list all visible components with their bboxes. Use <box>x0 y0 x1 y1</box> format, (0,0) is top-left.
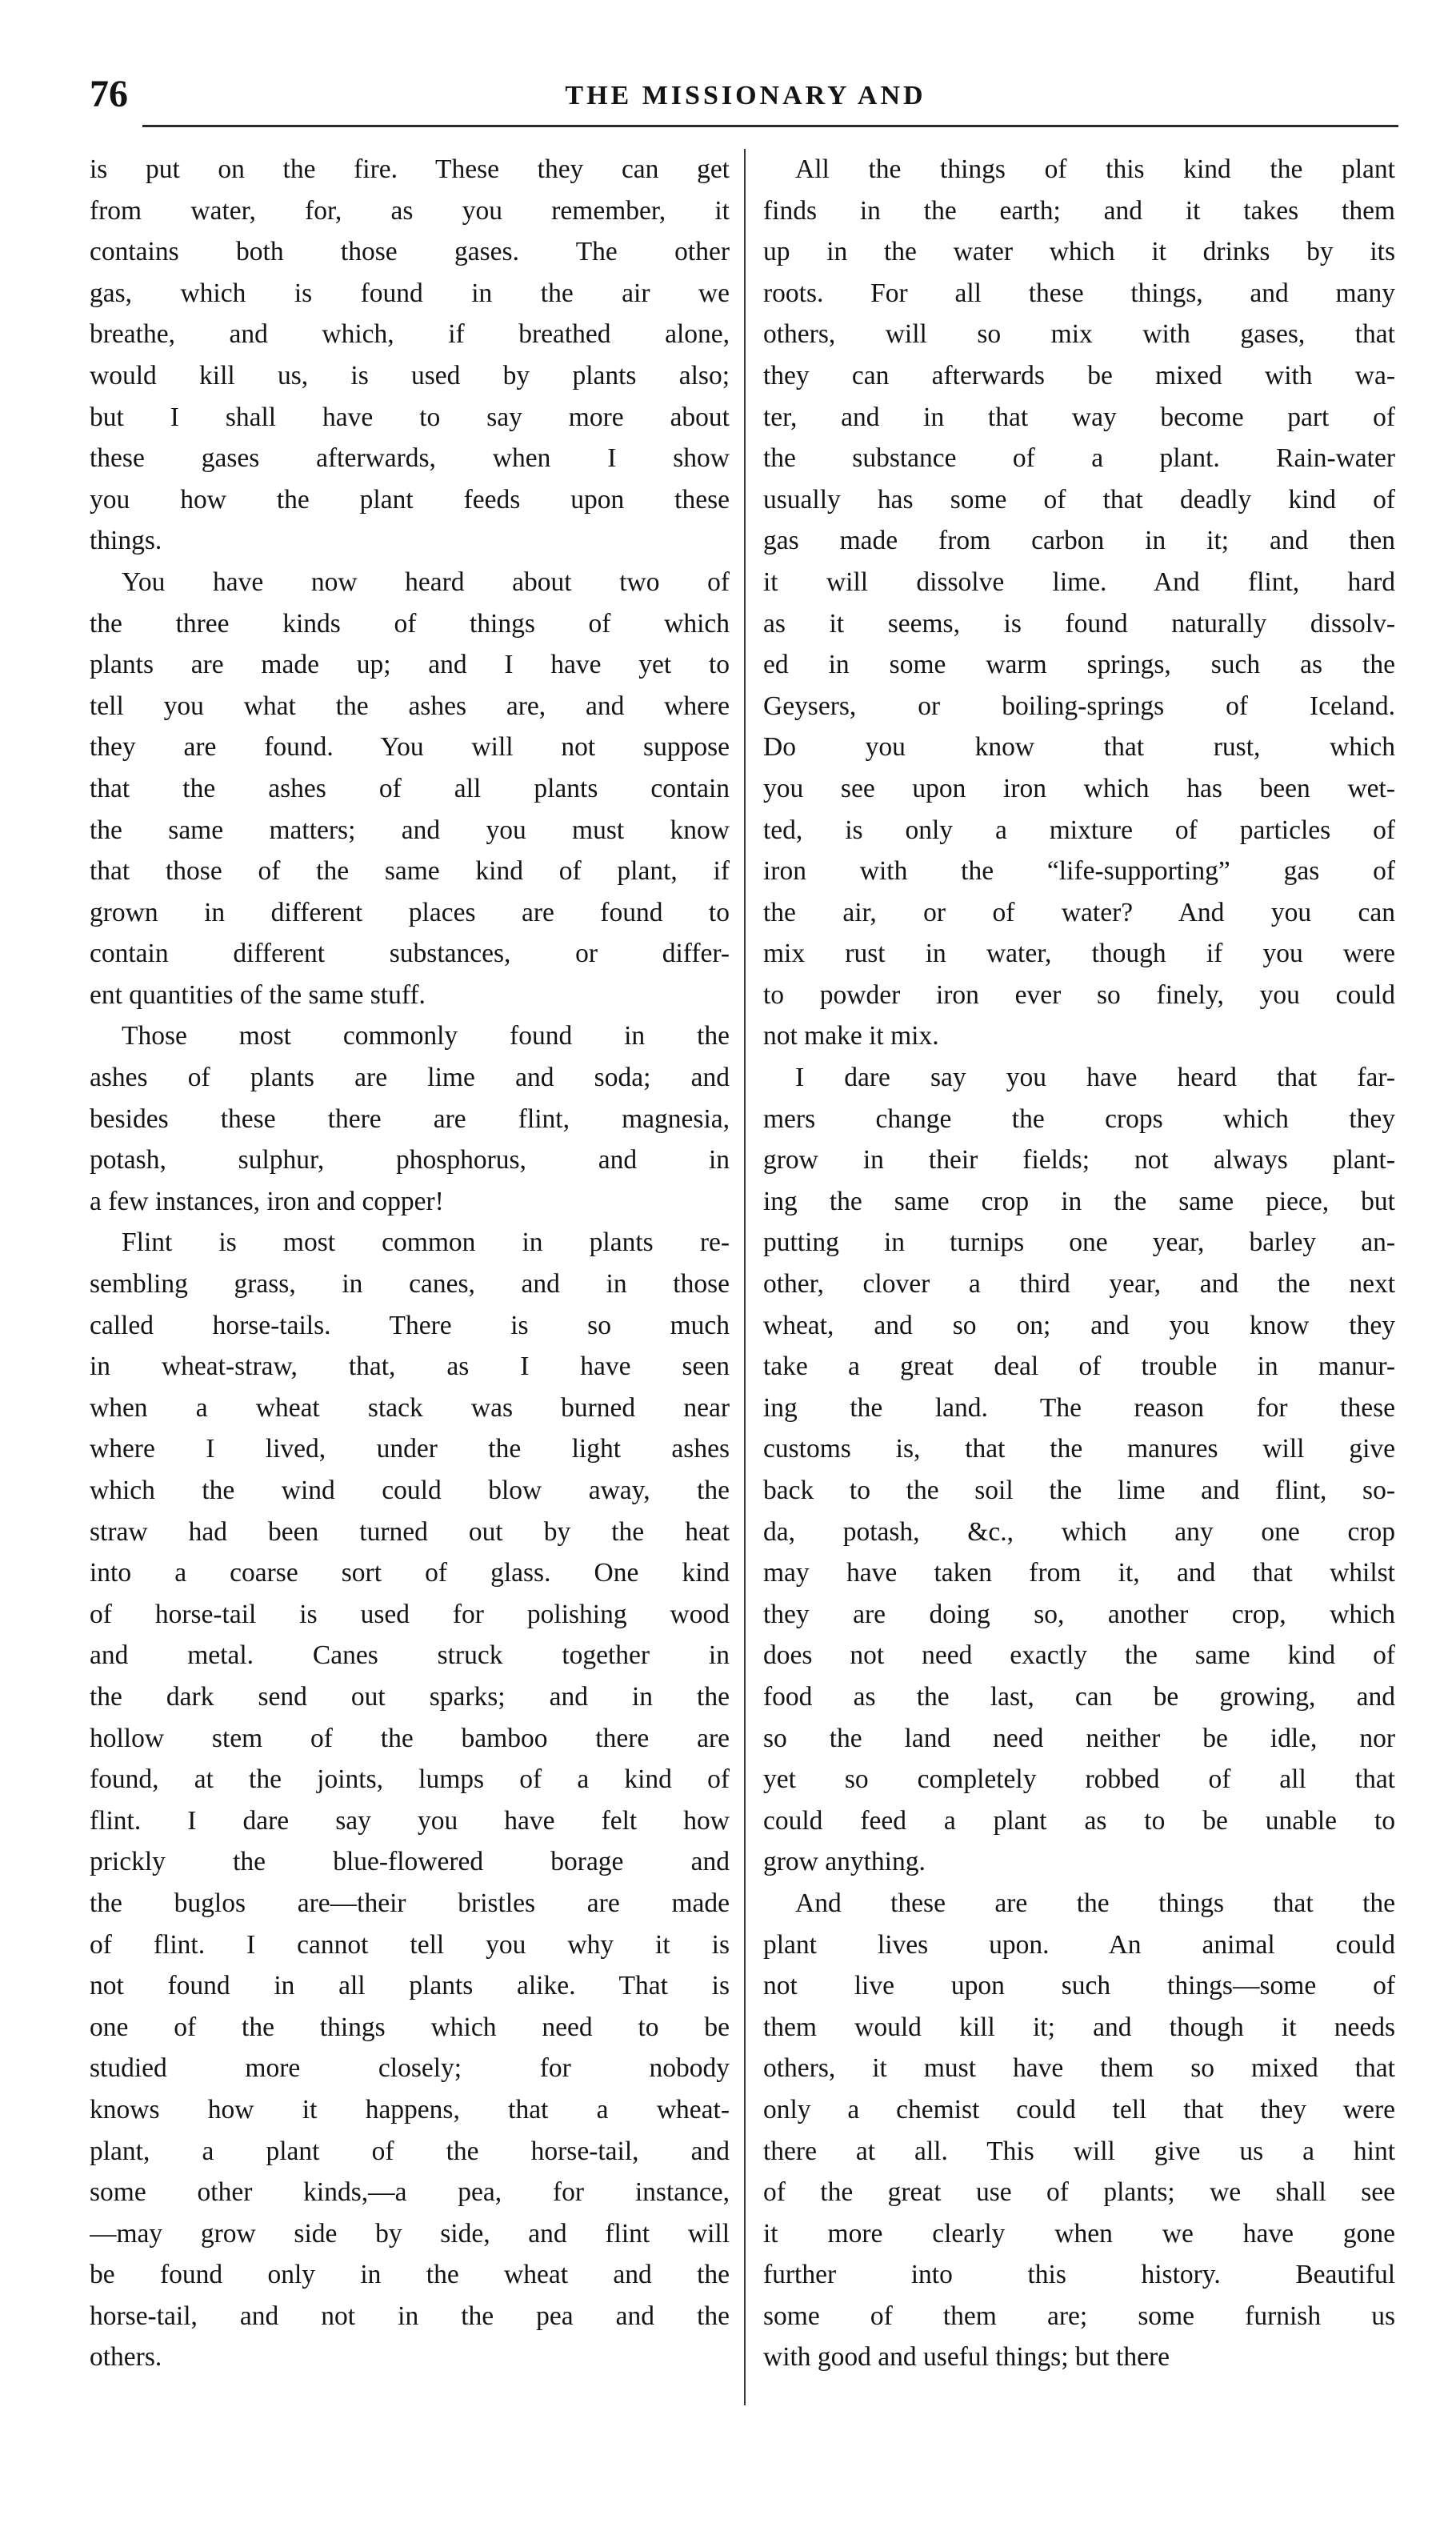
text-line: these gases afterwards, when I show <box>90 443 730 474</box>
text-line: some of them are; some furnish us <box>763 2301 1395 2331</box>
text-line: you how the plant feeds upon these <box>90 484 730 515</box>
text-line: plant, a plant of the horse-tail, and <box>90 2136 730 2166</box>
text-line: of the great use of plants; we shall see <box>763 2177 1395 2208</box>
text-line: there at all. This will give us a hint <box>763 2136 1395 2166</box>
text-line: gas, which is found in the air we <box>90 278 730 308</box>
page-number: 76 <box>90 73 128 115</box>
text-line: And these are the things that the <box>795 1888 1395 1918</box>
text-line: only a chemist could tell that they were <box>763 2094 1395 2125</box>
text-line: mers change the crops which they <box>763 1103 1395 1134</box>
text-line: finds in the earth; and it takes them <box>763 195 1395 226</box>
text-line: not live upon such things—some of <box>763 1971 1395 2001</box>
text-line: usually has some of that deadly kind of <box>763 484 1395 515</box>
text-line: food as the last, can be growing, and <box>763 1681 1395 1712</box>
text-line: breathe, and which, if breathed alone, <box>90 319 730 350</box>
text-line: to powder iron ever so finely, you could <box>763 979 1395 1010</box>
text-line: others, will so mix with gases, that <box>763 319 1395 350</box>
text-line: Those most commonly found in the <box>122 1021 730 1051</box>
column-divider <box>744 149 746 2405</box>
text-line: studied more closely; for nobody <box>90 2053 730 2084</box>
text-line: them would kill it; and though it needs <box>763 2012 1395 2042</box>
text-line: besides these there are flint, magnesia, <box>90 1103 730 1134</box>
text-line: potash, sulphur, phosphorus, and in <box>90 1145 730 1175</box>
text-line: that the ashes of all plants contain <box>90 773 730 803</box>
text-line: Do you know that rust, which <box>763 732 1395 763</box>
text-line: sembling grass, in canes, and in those <box>90 1269 730 1300</box>
text-line: which the wind could blow away, the <box>90 1476 730 1505</box>
text-line: contain different substances, or differ- <box>90 939 730 969</box>
text-line: roots. For all these things, and many <box>763 278 1395 308</box>
text-line: gas made from carbon in it; and then <box>763 526 1395 556</box>
text-line: wheat, and so on; and you know they <box>763 1310 1395 1340</box>
text-line: one of the things which need to be <box>90 2012 730 2042</box>
text-line: that those of the same kind of plant, if <box>90 856 730 887</box>
text-line: but I shall have to say more about <box>90 402 730 432</box>
paragraph <box>763 149 1395 1057</box>
text-line: I dare say you have heard that far- <box>795 1063 1395 1093</box>
text-line: into a coarse sort of glass. One kind <box>90 1558 730 1588</box>
text-line: ted, is only a mixture of particles of <box>763 815 1395 845</box>
text-line: others. <box>90 2342 162 2373</box>
text-line: iron with the “life-supporting” gas of <box>763 856 1395 887</box>
text-line: it will dissolve lime. And flint, hard <box>763 567 1395 597</box>
text-line: not make it mix. <box>763 1021 939 1051</box>
text-line: the same matters; and you must know <box>90 815 730 845</box>
text-line: the air, or of water? And you can <box>763 897 1395 927</box>
text-line: da, potash, &c., which any one crop <box>763 1516 1395 1547</box>
text-line: further into this history. Beautiful <box>763 2260 1395 2290</box>
text-line: the dark send out sparks; and in the <box>90 1681 730 1712</box>
text-line: the substance of a plant. Rain-water <box>763 443 1395 474</box>
text-line: from water, for, as you remember, it <box>90 195 730 226</box>
text-line: hollow stem of the bamboo there are <box>90 1723 730 1753</box>
text-line: Geysers, or boiling-springs of Iceland. <box>763 691 1395 721</box>
text-line: ter, and in that way become part of <box>763 402 1395 432</box>
text-line: up in the water which it drinks by its <box>763 237 1395 267</box>
text-line: does not need exactly the same kind of <box>763 1640 1395 1671</box>
paragraph <box>90 562 730 1016</box>
text-line: grown in different places are found to <box>90 897 730 927</box>
text-line: not found in all plants alike. That is <box>90 1971 730 2001</box>
text-line: ent quantities of the same stuff. <box>90 979 426 1010</box>
text-line: with good and useful things; but there <box>763 2342 1170 2373</box>
text-line: they are found. You will not suppose <box>90 732 730 763</box>
text-line: plant lives upon. An animal could <box>763 1929 1395 1960</box>
text-line: ashes of plants are lime and soda; and <box>90 1063 730 1093</box>
text-line: ing the same crop in the same piece, but <box>763 1186 1395 1216</box>
left-column <box>90 149 730 2378</box>
text-line: take a great deal of trouble in manur- <box>763 1352 1395 1382</box>
page-header <box>90 70 1402 118</box>
text-line: could feed a plant as to be unable to <box>763 1805 1395 1836</box>
text-line: and metal. Canes struck together in <box>90 1640 730 1671</box>
text-line: found, at the joints, lumps of a kind of <box>90 1764 730 1795</box>
text-line: tell you what the ashes are, and where <box>90 691 730 721</box>
text-line: others, it must have them so mixed that <box>763 2053 1395 2084</box>
text-line: of flint. I cannot tell you why it is <box>90 1929 730 1960</box>
text-line: things. <box>90 526 162 556</box>
text-line: called horse-tails. There is so much <box>90 1310 730 1340</box>
paragraph <box>90 1015 730 1222</box>
text-line: some other kinds,—a pea, for instance, <box>90 2177 730 2208</box>
text-line: they can afterwards be mixed with wa- <box>763 360 1395 390</box>
text-line: All the things of this kind the plant <box>795 154 1395 184</box>
text-line: where I lived, under the light ashes <box>90 1434 730 1464</box>
text-line: plants are made up; and I have yet to <box>90 650 730 680</box>
text-line: as it seems, is found naturally dissolv- <box>763 608 1395 639</box>
text-line: back to the soil the lime and flint, so- <box>763 1476 1395 1505</box>
text-line: other, clover a third year, and the next <box>763 1269 1395 1300</box>
text-line: they are doing so, another crop, which <box>763 1599 1395 1629</box>
paragraph <box>763 1057 1395 1883</box>
running-head: THE MISSIONARY AND <box>565 81 926 110</box>
text-line: flint. I dare say you have felt how <box>90 1805 730 1836</box>
text-line: You have now heard about two of <box>122 567 730 597</box>
text-line: be found only in the wheat and the <box>90 2260 730 2290</box>
text-line: ing the land. The reason for these <box>763 1392 1395 1423</box>
text-line: the buglos are—their bristles are made <box>90 1888 730 1918</box>
text-line: Flint is most common in plants re- <box>122 1227 730 1258</box>
text-line: so the land need neither be idle, nor <box>763 1723 1395 1753</box>
text-line: yet so completely robbed of all that <box>763 1764 1395 1795</box>
text-line: of horse-tail is used for polishing wood <box>90 1599 730 1629</box>
text-line: customs is, that the manures will give <box>763 1434 1395 1464</box>
text-line: putting in turnips one year, barley an- <box>763 1227 1395 1258</box>
text-line: when a wheat stack was burned near <box>90 1392 730 1423</box>
text-line: mix rust in water, though if you were <box>763 939 1395 969</box>
text-line: grow anything. <box>763 1847 926 1877</box>
text-line: would kill us, is used by plants also; <box>90 360 730 390</box>
text-line: you see upon iron which has been wet- <box>763 773 1395 803</box>
text-line: prickly the blue-flowered borage and <box>90 1847 730 1877</box>
text-line: a few instances, iron and copper! <box>90 1186 444 1216</box>
text-line: is put on the fire. These they can get <box>90 154 730 184</box>
text-line: —may grow side by side, and flint will <box>90 2218 730 2249</box>
text-line: knows how it happens, that a wheat- <box>90 2094 730 2125</box>
text-line: it more clearly when we have gone <box>763 2218 1395 2249</box>
text-line: in wheat-straw, that, as I have seen <box>90 1352 730 1382</box>
paragraph <box>90 1222 730 2378</box>
paragraph <box>763 1883 1395 2378</box>
right-column <box>763 149 1395 2378</box>
header-rule <box>142 125 1398 127</box>
text-line: ed in some warm springs, such as the <box>763 650 1395 680</box>
text-line: the three kinds of things of which <box>90 608 730 639</box>
text-line: contains both those gases. The other <box>90 237 730 267</box>
text-line: straw had been turned out by the heat <box>90 1516 730 1547</box>
text-line: horse-tail, and not in the pea and the <box>90 2301 730 2331</box>
paragraph <box>90 149 730 562</box>
text-line: may have taken from it, and that whilst <box>763 1558 1395 1588</box>
text-line: grow in their fields; not always plant- <box>763 1145 1395 1175</box>
